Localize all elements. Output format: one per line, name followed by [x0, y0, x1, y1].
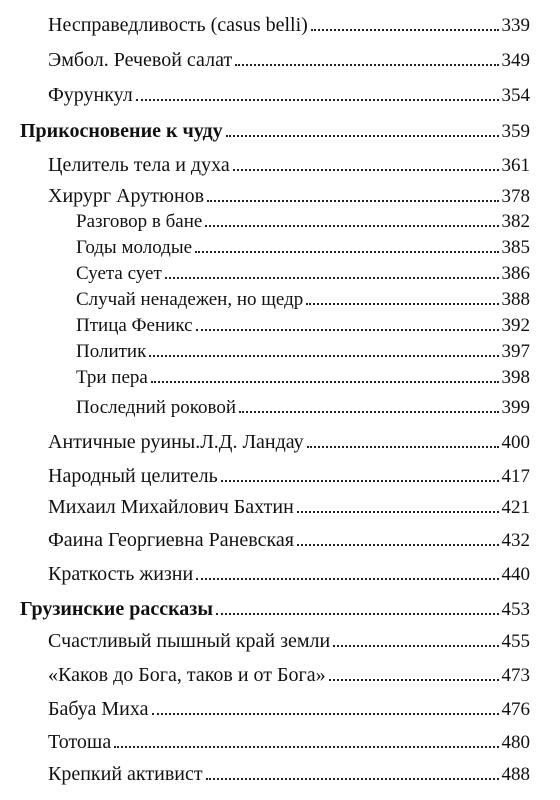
- toc-entry-page: 473: [501, 665, 530, 686]
- dot-leader: [196, 329, 499, 331]
- dot-leader: [196, 578, 498, 580]
- dot-leader: [235, 64, 498, 66]
- toc-entry[interactable]: [48, 563, 530, 586]
- toc-entry-title: Разговор в бане: [76, 211, 203, 232]
- toc-entry-page: 480: [501, 732, 530, 753]
- toc-entry[interactable]: [76, 367, 530, 389]
- toc-entry-page: 392: [501, 315, 530, 336]
- toc-entry-page: 354: [501, 85, 530, 106]
- toc-entry-title: Политик: [76, 341, 147, 362]
- toc-entry-title: Случай ненадежен, но щедр: [76, 289, 304, 310]
- toc-entry-page: 440: [501, 564, 530, 585]
- toc-entry-title: Птица Феникс: [76, 315, 193, 336]
- dot-leader: [233, 169, 499, 171]
- toc-entry[interactable]: [48, 529, 530, 552]
- toc-entry-title: Последний роковой: [76, 397, 236, 418]
- toc-entry[interactable]: [48, 731, 530, 754]
- toc-entry-title: Эмбол. Речевой салат: [48, 49, 233, 71]
- toc-entry[interactable]: [76, 263, 530, 285]
- toc-entry-title: Фаина Георгиевна Раневская: [48, 529, 294, 551]
- toc-entry-page: 339: [501, 15, 530, 36]
- dot-leader: [221, 480, 499, 482]
- toc-entry[interactable]: [48, 185, 530, 208]
- toc-entry-page: 417: [501, 466, 530, 487]
- dot-leader: [149, 355, 498, 357]
- toc-entry-title: Счастливый пышный край земли: [48, 630, 331, 652]
- dot-leader: [195, 251, 498, 253]
- toc-entry[interactable]: [48, 664, 530, 687]
- dot-leader: [165, 277, 499, 279]
- toc-entry-page: 361: [501, 155, 530, 176]
- dot-leader: [329, 679, 499, 681]
- toc-entry[interactable]: [48, 465, 530, 488]
- toc-entry-page: 397: [501, 341, 530, 362]
- toc-entry[interactable]: [76, 397, 530, 419]
- toc-entry-page: 382: [501, 211, 530, 232]
- toc-entry-page: 359: [501, 121, 530, 142]
- dot-leader: [333, 645, 498, 647]
- toc-entry-title: Грузинские рассказы: [20, 598, 213, 620]
- toc-entry-title: Античные руины.Л.Д. Ландау: [48, 431, 304, 453]
- toc-section-heading[interactable]: [20, 120, 530, 143]
- toc-entry[interactable]: [48, 84, 530, 107]
- toc-entry-title: Тотоша: [48, 731, 112, 753]
- dot-leader: [205, 225, 498, 227]
- toc-entry[interactable]: [76, 211, 530, 233]
- dot-leader: [297, 511, 499, 513]
- dot-leader: [239, 411, 499, 413]
- toc-entry-title: Михаил Михайлович Бахтин: [48, 496, 294, 518]
- toc-entry[interactable]: [48, 14, 530, 37]
- dot-leader: [207, 200, 498, 202]
- toc-entry-page: 349: [501, 50, 530, 71]
- toc-entry[interactable]: [48, 630, 530, 653]
- toc-entry-title: Три пера: [76, 367, 148, 388]
- toc-entry-page: 388: [501, 289, 530, 310]
- dot-leader: [307, 446, 499, 448]
- toc-entry-page: 455: [501, 631, 530, 652]
- toc-entry[interactable]: [48, 496, 530, 519]
- toc-entry[interactable]: [48, 431, 530, 454]
- toc-entry-title: «Каков до Бога, таков и от Бога»: [48, 664, 326, 686]
- toc-entry-page: 432: [501, 530, 530, 551]
- toc-entry-title: Суета сует: [76, 263, 162, 284]
- toc-entry-title: Годы молодые: [76, 237, 193, 258]
- toc-entry[interactable]: [76, 237, 530, 259]
- toc-entry-title: Прикосновение к чуду: [20, 120, 223, 142]
- dot-leader: [136, 99, 499, 101]
- toc-entry-title: Бабуа Миха: [48, 698, 149, 720]
- toc-entry-title: Народный целитель: [48, 465, 218, 487]
- dot-leader: [151, 381, 499, 383]
- dot-leader: [206, 778, 499, 780]
- toc-entry-title: Хирург Арутюнов: [48, 185, 205, 207]
- dot-leader: [311, 29, 499, 31]
- dot-leader: [152, 713, 499, 715]
- toc-section-heading[interactable]: [20, 598, 530, 621]
- toc-entry-title: Крепкий активист: [48, 763, 203, 785]
- toc-entry-page: 421: [501, 497, 530, 518]
- toc-entry[interactable]: [48, 154, 530, 177]
- toc-entry[interactable]: [76, 315, 530, 337]
- toc-entry-page: 385: [501, 237, 530, 258]
- toc-entry-title: Несправедливость (casus belli): [48, 14, 308, 36]
- toc-entry-title: Целитель тела и духа: [48, 154, 230, 176]
- toc-entry[interactable]: [76, 289, 530, 311]
- dot-leader: [297, 544, 499, 546]
- toc-entry-title: Краткость жизни: [48, 563, 194, 585]
- toc-entry-title: Фурункул: [48, 84, 133, 106]
- toc-entry-page: 400: [501, 432, 530, 453]
- dot-leader: [226, 135, 499, 137]
- toc-entry-page: 378: [501, 186, 530, 207]
- dot-leader: [306, 303, 498, 305]
- dot-leader: [114, 746, 498, 748]
- toc-entry-page: 476: [501, 699, 530, 720]
- toc-entry-page: 453: [501, 599, 530, 620]
- toc-entry[interactable]: [76, 341, 530, 363]
- dot-leader: [216, 613, 499, 615]
- toc-entry-page: 488: [501, 764, 530, 785]
- toc-entry-page: 399: [501, 397, 530, 418]
- toc-entry-page: 398: [501, 367, 530, 388]
- toc-entry[interactable]: [48, 763, 530, 786]
- toc-entry-page: 386: [501, 263, 530, 284]
- toc-entry[interactable]: [48, 49, 530, 72]
- toc-entry[interactable]: [48, 698, 530, 721]
